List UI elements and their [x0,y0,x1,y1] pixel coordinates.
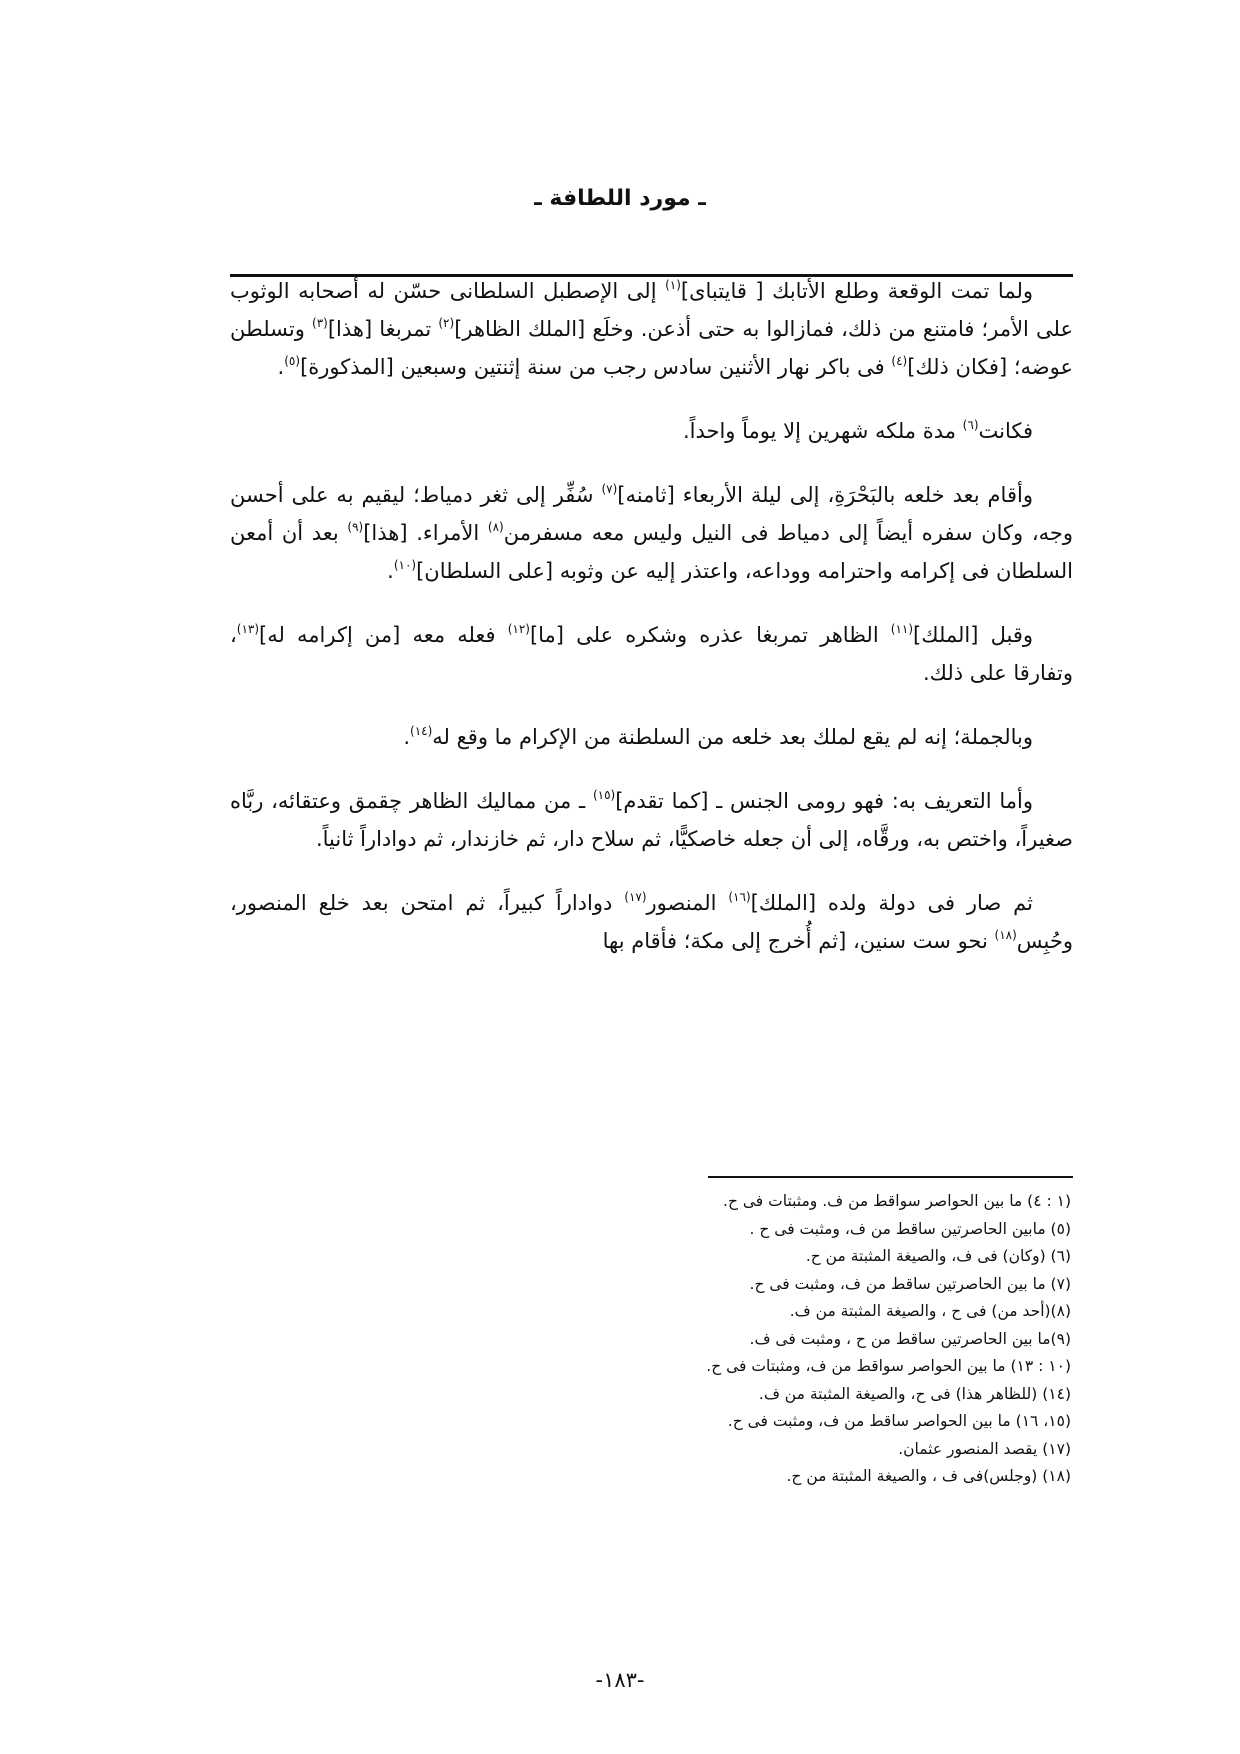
text-run: . [387,559,394,583]
text-run: . [277,355,285,379]
footnote: (١٠ : ١٣) ما بين الحواصر سواقط من ف، ومثبتات فى ح. [706,1357,1071,1375]
paragraph [230,476,1073,590]
main-text [230,272,1073,986]
paragraph [230,616,1073,692]
footnote-marker: (٨) [487,520,504,534]
text-run: . [403,725,411,749]
text-run: وبالجملة؛ إنه لم يقع لملك بعد خلعه من السلطنة من الإكرام ما وقع له [432,725,1033,749]
text-run: وتسلطن عوضه؛ [فكان ذلك] [230,317,1073,379]
paragraph [230,718,1073,756]
footnote-marker: (٧) [601,482,618,496]
footnote-marker: (٤) [891,354,908,368]
text-run: الأمراء. [هذا] [363,521,488,545]
footnote: (٩)ما بين الحاصرتين ساقط من ح ، ومثبت فى ف. [749,1329,1071,1348]
text-run: نحو ست سنين، [ثم أُخرج إلى مكة؛ فأقام بها [602,929,995,953]
text-run: وأما التعريف به: فهو رومى الجنس ـ [كما تقدم] [615,789,1033,813]
text-run: دواداراً كبيراً، ثم امتحن بعد خلع المنصور، وحُبِس [230,891,1073,953]
footnote-marker: (٦) [962,418,979,432]
footnote: (١ : ٤) ما بين الحواصر سواقط من ف. ومثبتات فى ح. [723,1192,1071,1210]
text-run: بعد أن أمعن السلطان فى إكرامه واحترامه ووداعه، واعتذر إليه عن وثوبه [على السلطان] [230,521,1073,583]
footnote-marker: (١٧) [624,890,647,904]
paragraph [230,782,1073,858]
footnote-marker: (١٢) [507,622,530,636]
footnote-marker: (١٤) [410,724,433,738]
footnote-marker: (١٣) [236,622,260,636]
text-run: فكانت [978,419,1033,443]
footnote-marker: (٩) [347,520,364,534]
text-run: مدة ملكه شهرين إلا يوماً واحداً. [682,419,963,443]
running-header-title: ـ مورد اللطافة ـ [534,186,706,211]
footnote: (٥) مابين الحاصرتين ساقط من ف، ومثبت فى ح . [749,1219,1071,1238]
text-run: المنصور [646,891,729,915]
paragraph [230,884,1073,960]
footnote-marker: (٣) [312,316,328,330]
footnote-marker: (١٠) [393,558,417,572]
text-run: ، وتفارقا على ذلك. [230,623,1073,685]
text-run: الظاهر تمربغا عذره وشكره على [ما] [529,623,891,647]
footnote: (١٨) (وجلس)فى ف ، والصيغة المثبتة من ح. [786,1467,1071,1485]
footnote-marker: (٥) [284,354,301,368]
paragraph [230,412,1073,450]
footnote-marker: (١٥) [592,788,616,802]
text-run: سُفِّر إلى ثغر دمياط؛ ليقيم به على أحسن وجه، وكان سفره أيضاً إلى دمياط فى النيل وليس معه مسفرمن [230,483,1073,545]
footnote: (٨)(أحد من) فى ح ، والصيغة المثبتة من ف. [789,1302,1071,1320]
text-run: تمربغا [هذا] [327,317,439,341]
paragraph [230,272,1073,386]
footnote: (٦) (وكان) فى ف، والصيغة المثبتة من ح. [805,1247,1071,1265]
text-run: إلى الإصطبل السلطانى حسّن له أصحابه الوثوب على الأمر؛ فامتنع من ذلك، فمازالوا به حتى أذعن. وخلَع [الملك الظاهر] [230,279,1073,341]
footnote: (١٧) يقصد المنصور عثمان. [898,1439,1071,1458]
footnote: (١٤) (للظاهر هذا) فى ح، والصيغة المثبتة من ف. [758,1384,1071,1403]
footnote-marker: (٢) [438,316,455,330]
text-run: ـ من مماليك الظاهر چقمق وعتقائه، ربَّاه صغيراً، واختص به، ورقَّاه، إلى أن جعله خاصكيًّا، ثم سلاح دار، ثم خازندار، ثم دواداراً ثانياً. [230,789,1073,851]
footnote-marker: (١) [665,278,681,292]
footnote-marker: (١٦) [728,890,751,904]
text-run: وأقام بعد خلعه بالبَحْرَةِ، إلى ليلة الأربعاء [ثامنه] [617,483,1033,507]
page-number: -١٨٣- [595,1668,645,1692]
footnotes [530,1188,1071,1491]
footnote: (٧) ما بين الحاصرتين ساقط من ف، ومثبت فى ح. [749,1274,1071,1293]
text-run: ولما تمت الوقعة وطلع الأتابك [ قايتباى] [680,279,1034,303]
footnote: (١٥، ١٦) ما بين الحواصر ساقط من ف، ومثبت فى ح. [727,1412,1071,1430]
footnote-rule [708,1176,1073,1178]
footnote-marker: (١٨) [994,928,1017,942]
text-run: وقبل [الملك] [913,623,1033,647]
text-run: فعله معه [من إكرامه له] [259,623,508,647]
text-run: فى باكر نهار الأثنين سادس رجب من سنة إثنتين وسبعين [المذكورة] [300,355,892,379]
text-run: ثم صار فى دولة ولده [الملك] [750,891,1033,915]
footnote-marker: (١١) [890,622,914,636]
